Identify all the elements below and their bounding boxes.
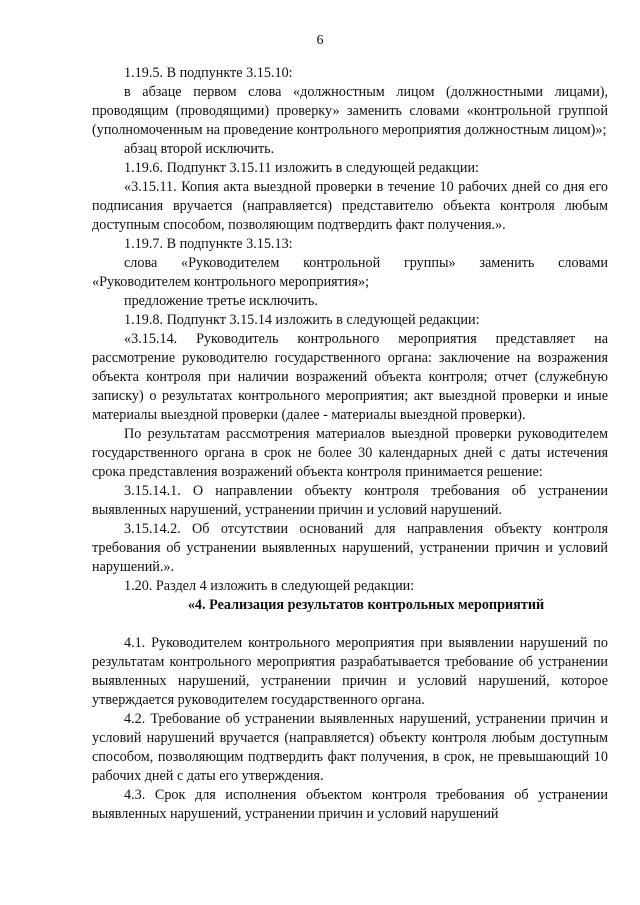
paragraph-4-2: 4.2. Требование об устранении выявленных нарушений, устранении причин и условий нарушений вручается (направляется) объекту контроля любым доступным способом, позволяющим подтвердить факт получения, в срок, не превышающий 10 рабочих дней с даты его утверждения. bbox=[92, 711, 608, 784]
paragraph-delete-second: абзац второй исключить. bbox=[124, 141, 275, 157]
paragraph-4-3: 4.3. Срок для исполнения объектом контроля требования об устранении выявленных нарушений, устранении причин и условий нарушений bbox=[92, 787, 608, 822]
document-body bbox=[92, 64, 608, 824]
paragraph-1-20: 1.20. Раздел 4 изложить в следующей редакции: bbox=[124, 578, 415, 594]
section-title: «4. Реализация результатов контрольных мероприятий bbox=[187, 597, 545, 613]
paragraph-3-15-14: «3.15.14. Руководитель контрольного мероприятия представляет на рассмотрение руководителю государственного органа: заключение на возражения объекта контроля при наличии возражений объекта контроля; отчет (служебную записку) о результатах контрольного мероприятия; акт выездной проверки и иные материалы выездной проверки (далее - материалы выездной проверки). bbox=[92, 331, 608, 423]
paragraph-1-19-7: 1.19.7. В подпункте 3.15.13: bbox=[124, 236, 293, 252]
paragraph-1-19-8: 1.19.8. Подпункт 3.15.14 изложить в следующей редакции: bbox=[124, 312, 480, 328]
paragraph-3-15-14-1: 3.15.14.1. О направлении объекту контроля требования об устранении выявленных нарушений, устранении причин и условий нарушений. bbox=[92, 483, 608, 518]
paragraph-4-1: 4.1. Руководителем контрольного мероприятия при выявлении нарушений по результатам контрольного мероприятия разрабатывается требование об устранении выявленных нарушений, устранении причин и условий нарушений, которое утверждается руководителем государственного органа. bbox=[92, 635, 608, 708]
paragraph-1-19-5: 1.19.5. В подпункте 3.15.10: bbox=[124, 65, 293, 81]
paragraph-delete-third: предложение третье исключить. bbox=[124, 293, 318, 309]
paragraph-review-results: По результатам рассмотрения материалов выездной проверки руководителем государственного органа в срок не более 30 календарных дней с даты истечения срока представления возражений объекта контроля принимается решение: bbox=[92, 426, 608, 480]
paragraph-3-15-14-2: 3.15.14.2. Об отсутствии оснований для направления объекту контроля требования об устранении выявленных нарушений, устранении причин и условий нарушений.». bbox=[92, 521, 608, 575]
paragraph-1-19-6: 1.19.6. Подпункт 3.15.11 изложить в следующей редакции: bbox=[124, 160, 479, 176]
paragraph-3-15-11: «3.15.11. Копия акта выездной проверки в течение 10 рабочих дней со дня его подписания вручается (направляется) представителю объекта контроля любым доступным способом, позволяющим подтвердить факт получения.». bbox=[92, 179, 608, 233]
page-number: 6 bbox=[316, 33, 324, 48]
paragraph-replace-words: в абзаце первом слова «должностным лицом (должностными лицами), проводящим (проводящими) проверку» заменить словами «контрольной группой (уполномоченным на проведение контрольного мероприятия должностным лицом)»; bbox=[92, 84, 608, 138]
paragraph-replace-leader: слова «Руководителем контрольной группы» заменить словами «Руководителем контрольного мероприятия»; bbox=[92, 255, 608, 290]
